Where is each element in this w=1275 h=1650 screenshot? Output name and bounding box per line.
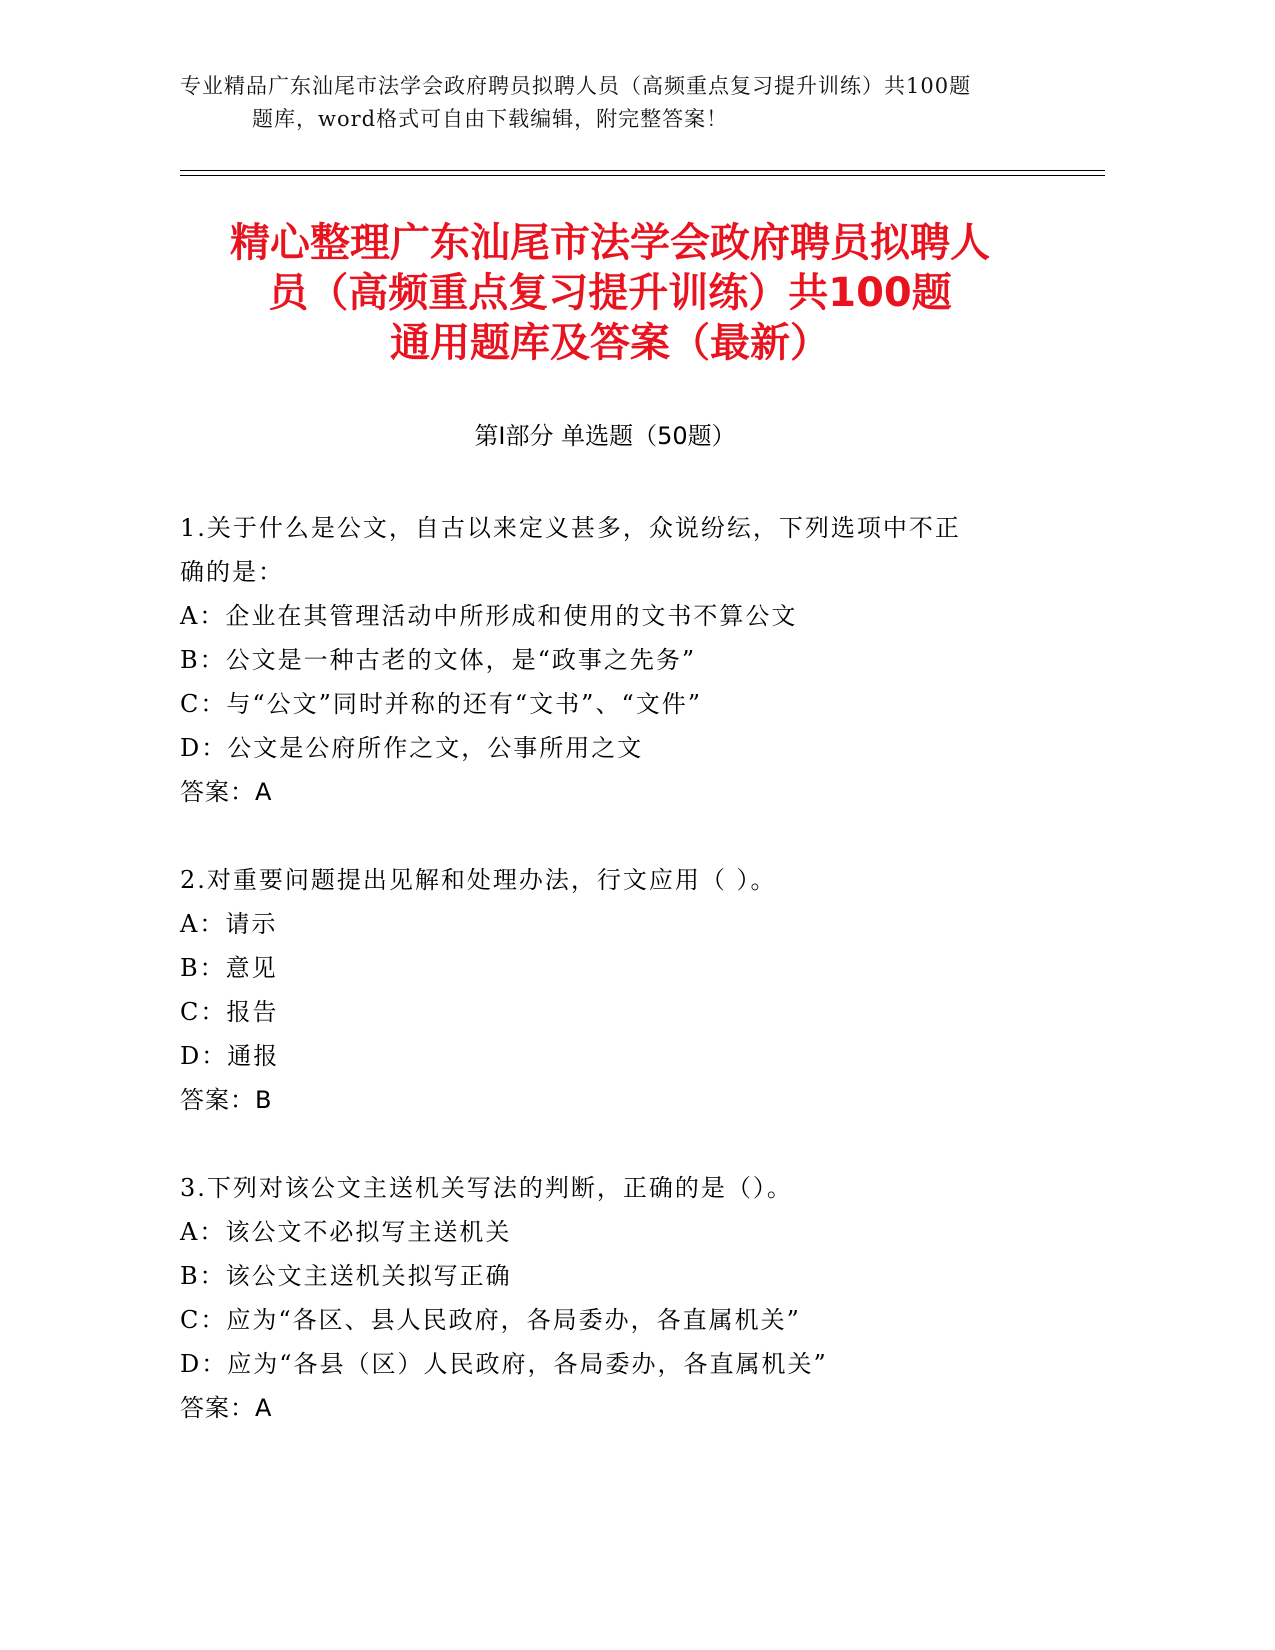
option-a: A：企业在其管理活动中所形成和使用的文书不算公文	[180, 602, 798, 630]
question-list	[180, 506, 1060, 1474]
question-stem-line: 3.下列对该公文主送机关写法的判断，正确的是（）。	[180, 1174, 793, 1202]
option-b: B：该公文主送机关拟写正确	[180, 1262, 512, 1290]
option-c: C：与“公文”同时并称的还有“文书”、“文件”	[180, 690, 702, 718]
document-title	[150, 218, 1070, 368]
answer: 答案：A	[180, 1394, 273, 1422]
section-title: 第Ⅰ部分 单选题（50题）	[474, 422, 736, 450]
option-a: A：请示	[180, 910, 278, 938]
header-divider-top	[180, 170, 1105, 171]
document-title-line-2: 员（高频重点复习提升训练）共100题	[268, 270, 952, 316]
question-2	[180, 858, 1060, 1122]
answer: 答案：A	[180, 778, 273, 806]
option-a: A：该公文不必拟写主送机关	[180, 1218, 512, 1246]
question-stem-line: 1.关于什么是公文，自古以来定义甚多，众说纷纭，下列选项中不正	[180, 514, 961, 542]
question-3	[180, 1166, 1060, 1430]
header-note-line-2: 题库，word格式可自由下载编辑，附完整答案！	[252, 107, 729, 131]
option-d: D：公文是公府所作之文，公事所用之文	[180, 734, 644, 762]
answer: 答案：B	[180, 1086, 273, 1114]
option-b: B：意见	[180, 954, 278, 982]
question-stem-line: 确的是：	[180, 558, 284, 586]
question-1	[180, 506, 1060, 814]
question-stem-line: 2.对重要问题提出见解和处理办法，行文应用（ ）。	[180, 866, 777, 894]
option-d: D：应为“各县（区）人民政府，各局委办，各直属机关”	[180, 1350, 828, 1378]
option-d: D：通报	[180, 1042, 280, 1070]
document-title-line-3: 通用题库及答案（最新）	[390, 320, 830, 366]
document-title-line-1: 精心整理广东汕尾市法学会政府聘员拟聘人	[230, 220, 990, 266]
option-c: C：应为“各区、县人民政府，各局委办，各直属机关”	[180, 1306, 801, 1334]
header-divider-bottom	[180, 175, 1105, 176]
header-note-line-1: 专业精品广东汕尾市法学会政府聘员拟聘人员（高频重点复习提升训练）共100题	[180, 74, 972, 98]
header-note	[180, 70, 1070, 136]
option-b: B：公文是一种古老的文体，是“政事之先务”	[180, 646, 697, 674]
option-c: C：报告	[180, 998, 279, 1026]
